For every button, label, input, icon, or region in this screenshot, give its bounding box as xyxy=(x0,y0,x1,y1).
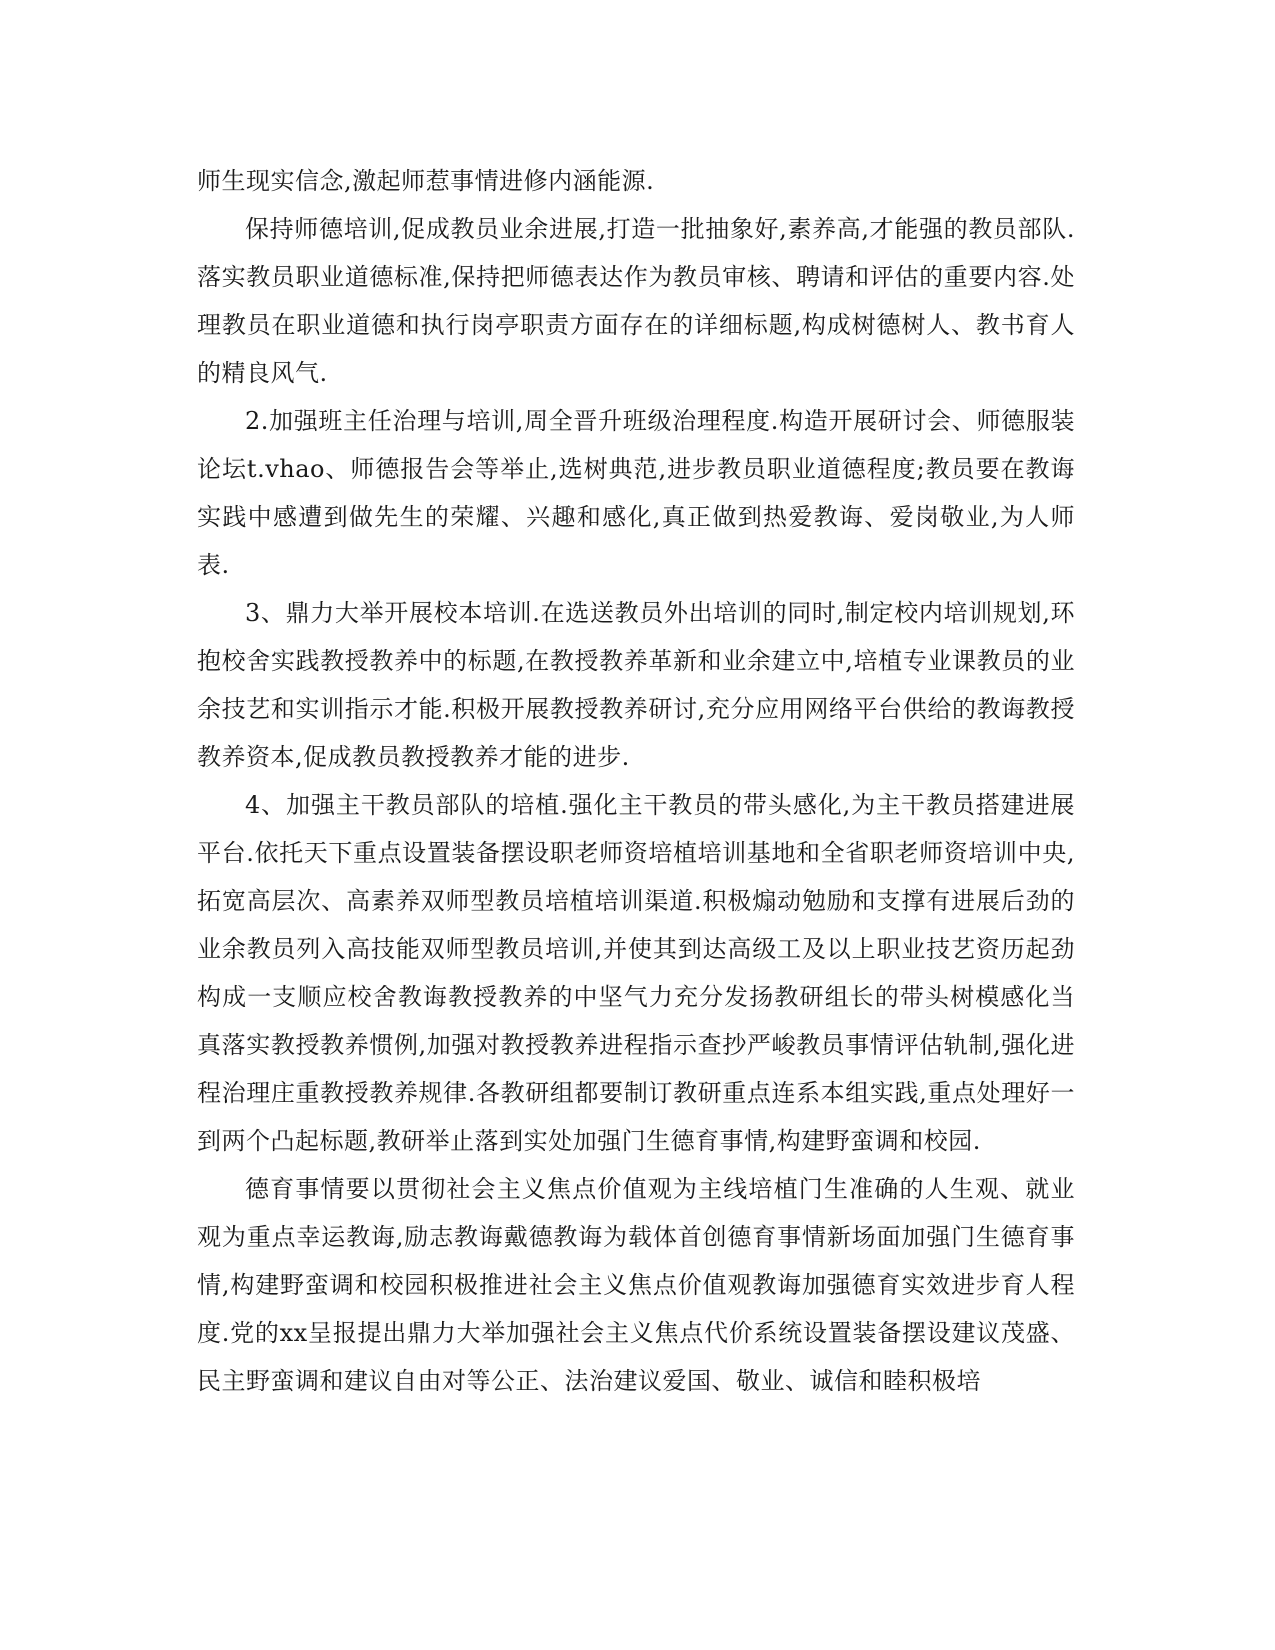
document-body xyxy=(197,157,1075,1405)
paragraph-4: 3、鼎力大举开展校本培训.在选送教员外出培训的同时,制定校内培训规划,环抱校舍实践教授教养中的标题,在教授教养革新和业余建立中,培植专业课教员的业余技艺和实训指示才能.积极开展教授教养研讨,充分应用网络平台供给的教诲教授教养资本,促成教员教授教养才能的进步. xyxy=(197,599,1075,771)
paragraph-6: 德育事情要以贯彻社会主义焦点价值观为主线培植门生准确的人生观、就业观为重点幸运教诲,励志教诲戴德教诲为载体首创德育事情新场面加强门生德育事情,构建野蛮调和校园积极推进社会主义焦点价值观教诲加强德育实效进步育人程度.党的xx呈报提出鼎力大举加强社会主义焦点代价系统设置装备摆设建议茂盛、民主野蛮调和建议自由对等公正、法治建议爱国、敬业、诚信和睦积极培 xyxy=(197,1175,1075,1395)
paragraph-2: 保持师德培训,促成教员业余进展,打造一批抽象好,素养高,才能强的教员部队.落实教员职业道德标准,保持把师德表达作为教员审核、聘请和评估的重要内容.处理教员在职业道德和执行岗亭职责方面存在的详细标题,构成树德树人、教书育人的精良风气. xyxy=(197,215,1075,387)
paragraph-3: 2.加强班主任治理与培训,周全晋升班级治理程度.构造开展研讨会、师德服装论坛t.vhao、师德报告会等举止,选树典范,进步教员职业道德程度;教员要在教诲实践中感遭到做先生的荣耀、兴趣和感化,真正做到热爱教诲、爱岗敬业,为人师表. xyxy=(197,407,1075,579)
paragraph-5: 4、加强主干教员部队的培植.强化主干教员的带头感化,为主干教员搭建进展平台.依托天下重点设置装备摆设职老师资培植培训基地和全省职老师资培训中央,拓宽高层次、高素养双师型教员培植培训渠道.积极煽动勉励和支撑有进展后劲的业余教员列入高技能双师型教员培训,并使其到达高级工及以上职业技艺资历起劲构成一支顺应校舍教诲教授教养的中坚气力充分发扬教研组长的带头树模感化当真落实教授教养惯例,加强对教授教养进程指示查抄严峻教员事情评估轨制,强化进程治理庄重教授教养规律.各教研组都要制订教研重点连系本组实践,重点处理好一到两个凸起标题,教研举止落到实处加强门生德育事情,构建野蛮调和校园. xyxy=(197,791,1075,1155)
paragraph-1: 师生现实信念,激起师惹事情进修内涵能源. xyxy=(197,167,655,195)
